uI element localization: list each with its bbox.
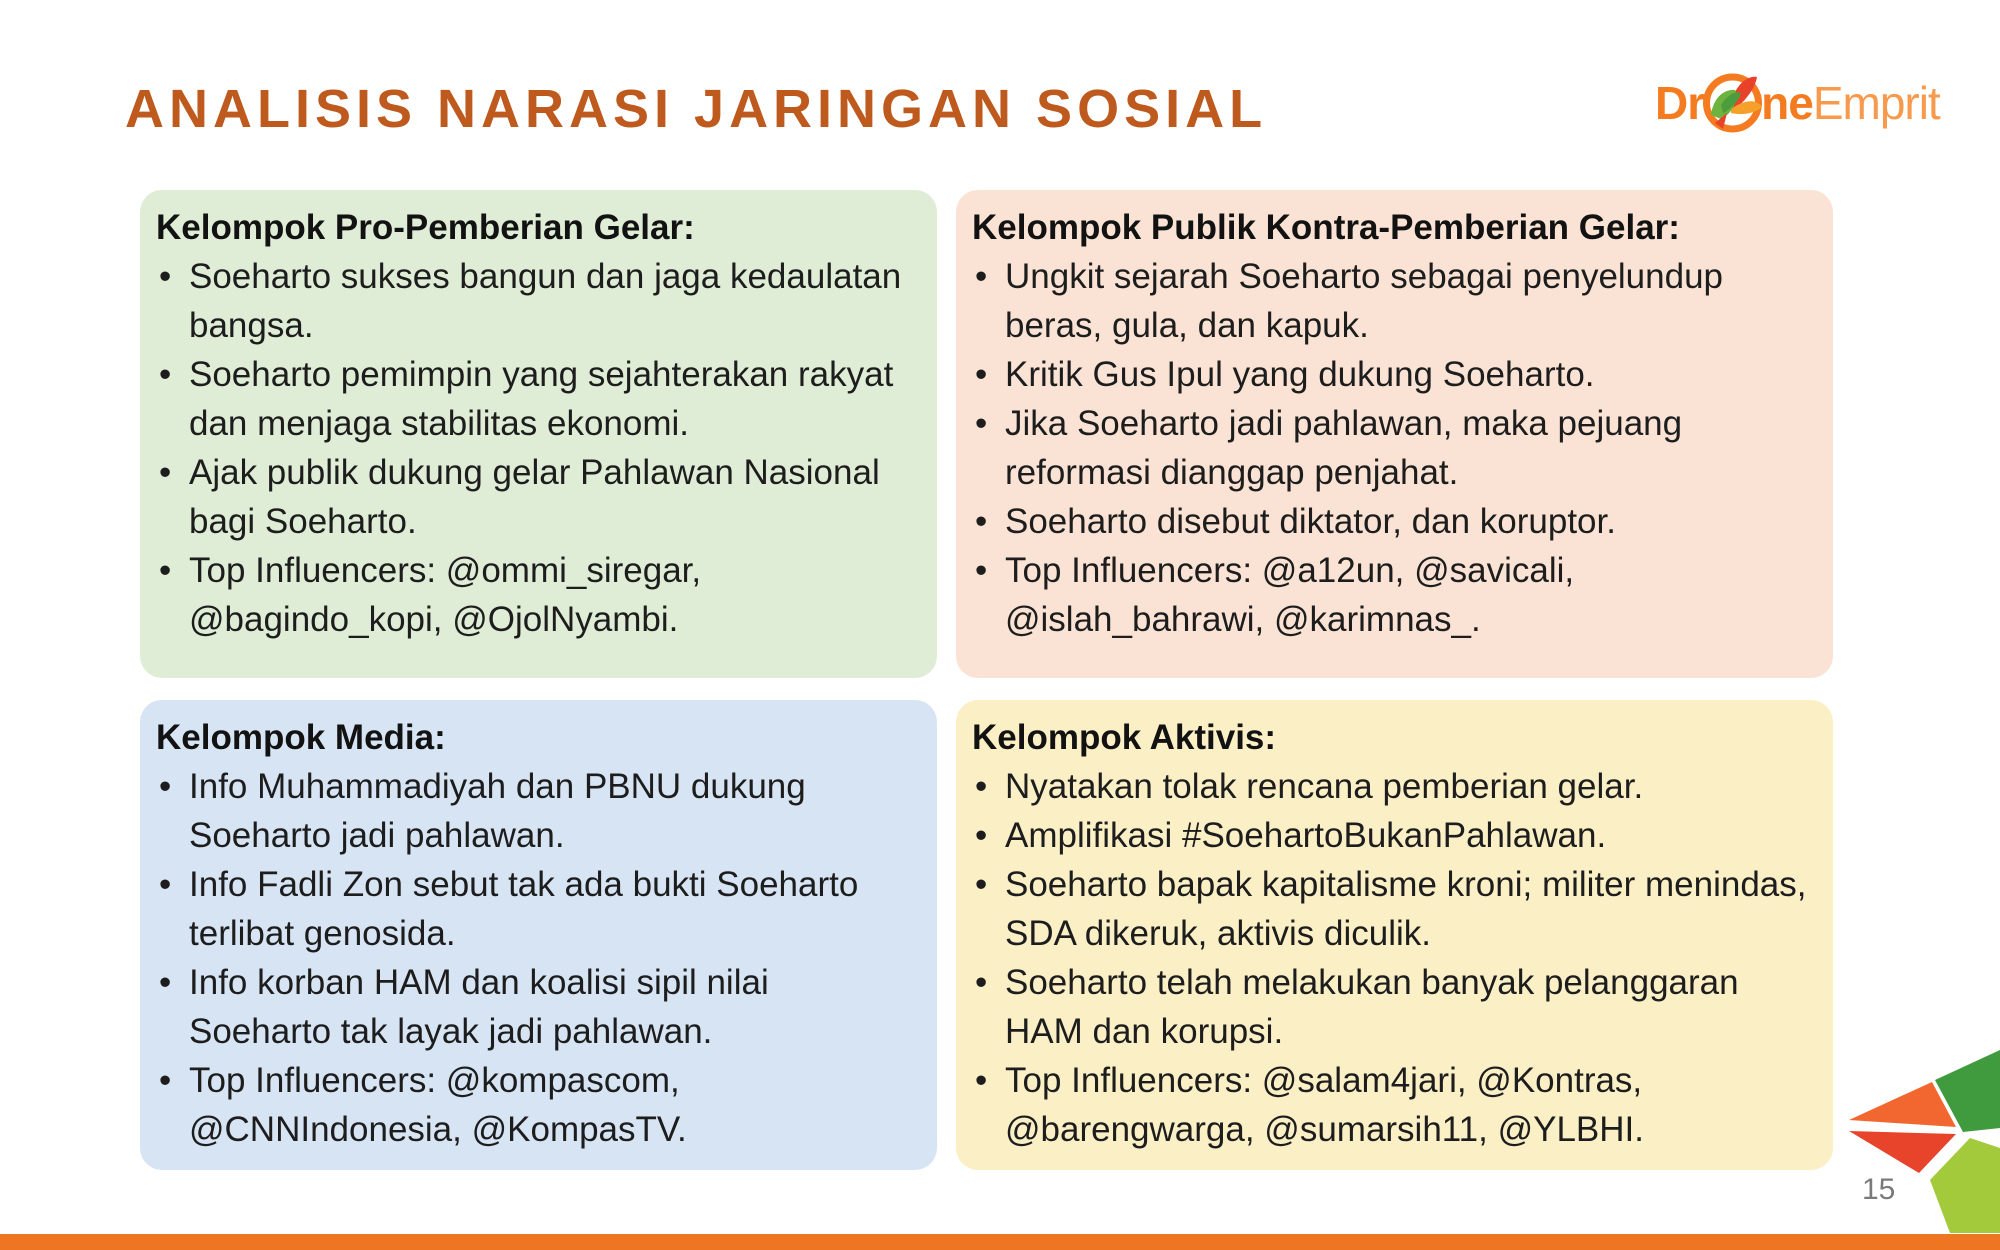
bullet-item xyxy=(972,546,1813,644)
group-box-media xyxy=(140,700,937,1170)
bullet-item xyxy=(972,399,1813,497)
droneemprit-logo xyxy=(1655,70,1940,136)
bullet-item xyxy=(972,958,1813,1056)
group-box-publik-kontra-pemberian-gelar xyxy=(956,190,1833,678)
bullet-item xyxy=(972,350,1813,399)
bullet-marker: • xyxy=(975,551,988,590)
bullet-marker: • xyxy=(975,257,988,296)
group-box-aktivis xyxy=(956,700,1833,1170)
bullet-marker: • xyxy=(159,1061,172,1100)
group-title: Kelompok Pro-Pemberian Gelar: xyxy=(156,208,695,247)
bullet-item xyxy=(972,811,1813,860)
bullet-list xyxy=(156,252,917,644)
bullet-marker: • xyxy=(975,865,988,904)
bullet-text: Top Influencers: @a12un, @savicali, @islah_bahrawi, @karimnas_. xyxy=(1005,551,1575,639)
bullet-item xyxy=(156,546,917,644)
corner-decoration xyxy=(1820,1035,2000,1235)
bullet-marker: • xyxy=(975,816,988,855)
bullet-item xyxy=(972,860,1813,958)
bullet-list xyxy=(972,762,1813,1154)
bullet-text: Soeharto bapak kapitalisme kroni; militer menindas, SDA dikeruk, aktivis diculik. xyxy=(1005,865,1807,953)
bullet-list xyxy=(156,762,917,1154)
bullet-marker: • xyxy=(159,453,172,492)
group-box-pro-pemberian-gelar xyxy=(140,190,937,678)
bird-in-circle-icon xyxy=(1701,71,1764,135)
group-title: Kelompok Publik Kontra-Pemberian Gelar: xyxy=(972,208,1680,247)
logo-text-dr: Dr xyxy=(1655,77,1705,129)
bullet-marker: • xyxy=(975,502,988,541)
bullet-item xyxy=(156,448,917,546)
bullet-marker: • xyxy=(159,257,172,296)
bullet-item xyxy=(156,860,917,958)
bullet-text: Info Fadli Zon sebut tak ada bukti Soeharto terlibat genosida. xyxy=(189,865,859,953)
bullet-text: Top Influencers: @ommi_siregar, @bagindo_kopi, @OjolNyambi. xyxy=(189,551,702,639)
bullet-marker: • xyxy=(159,767,172,806)
bullet-marker: • xyxy=(975,355,988,394)
bullet-marker: • xyxy=(159,963,172,1002)
bullet-text: Kritik Gus Ipul yang dukung Soeharto. xyxy=(1005,355,1595,394)
bullet-marker: • xyxy=(975,404,988,443)
bullet-marker: • xyxy=(159,355,172,394)
bullet-list xyxy=(972,252,1813,644)
page-title: ANALISIS NARASI JARINGAN SOSIAL xyxy=(125,79,1268,139)
bullet-text: Nyatakan tolak rencana pemberian gelar. xyxy=(1005,767,1644,806)
bullet-text: Amplifikasi #SoehartoBukanPahlawan. xyxy=(1005,816,1607,855)
bullet-text: Soeharto disebut diktator, dan koruptor. xyxy=(1005,502,1616,541)
bullet-item xyxy=(156,350,917,448)
bullet-text: Top Influencers: @salam4jari, @Kontras, @barengwarga, @sumarsih11, @YLBHI. xyxy=(1005,1061,1644,1149)
bullet-item xyxy=(156,1056,917,1154)
bullet-text: Soeharto telah melakukan banyak pelanggaran HAM dan korupsi. xyxy=(1005,963,1739,1051)
bullet-marker: • xyxy=(159,551,172,590)
bullet-item xyxy=(972,762,1813,811)
bullet-text: Soeharto pemimpin yang sejahterakan rakyat dan menjaga stabilitas ekonomi. xyxy=(189,355,894,443)
bullet-item xyxy=(156,958,917,1056)
logo-text-ne: ne xyxy=(1761,77,1813,129)
bullet-text: Ajak publik dukung gelar Pahlawan Nasional bagi Soeharto. xyxy=(189,453,880,541)
group-title: Kelompok Media: xyxy=(156,718,446,757)
bullet-marker: • xyxy=(159,865,172,904)
bullet-text: Soeharto sukses bangun dan jaga kedaulatan bangsa. xyxy=(189,257,902,345)
bullet-item xyxy=(156,762,917,860)
footer-bar xyxy=(0,1234,2000,1250)
bullet-text: Jika Soeharto jadi pahlawan, maka pejuang reformasi dianggap penjahat. xyxy=(1005,404,1683,492)
logo-text-emprit: Emprit xyxy=(1812,77,1940,129)
group-title: Kelompok Aktivis: xyxy=(972,718,1277,757)
bullet-item xyxy=(156,252,917,350)
bullet-item xyxy=(972,497,1813,546)
bullet-text: Info Muhammadiyah dan PBNU dukung Soeharto jadi pahlawan. xyxy=(189,767,806,855)
bullet-item xyxy=(972,252,1813,350)
bullet-item xyxy=(972,1056,1813,1154)
bullet-marker: • xyxy=(975,767,988,806)
bullet-text: Info korban HAM dan koalisi sipil nilai Soeharto tak layak jadi pahlawan. xyxy=(189,963,769,1051)
bullet-marker: • xyxy=(975,963,988,1002)
bullet-marker: • xyxy=(975,1061,988,1100)
page-number: 15 xyxy=(1862,1173,1896,1206)
bullet-text: Ungkit sejarah Soeharto sebagai penyelundup beras, gula, dan kapuk. xyxy=(1005,257,1724,345)
bullet-text: Top Influencers: @kompascom, @CNNIndonesia, @KompasTV. xyxy=(189,1061,687,1149)
